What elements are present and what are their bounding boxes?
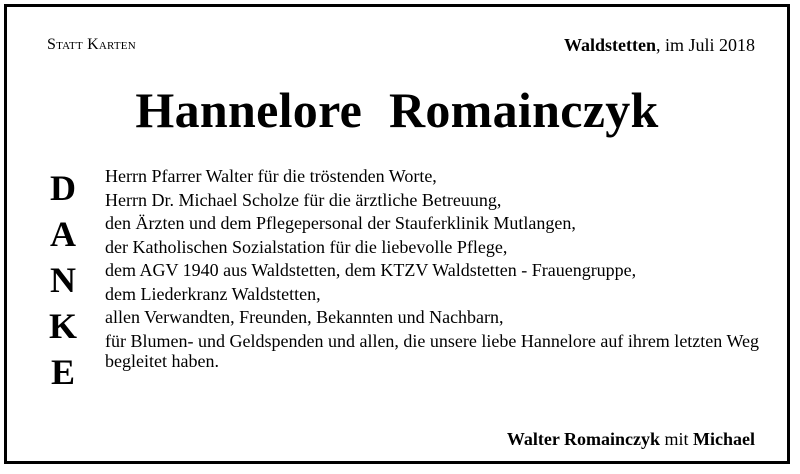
signature xyxy=(507,429,755,450)
obituary-card xyxy=(4,4,790,464)
deceased-name: Hannelore Romainczyk xyxy=(135,82,659,138)
place-date xyxy=(564,35,755,56)
thanks-line: Herrn Dr. Michael Scholze für die ärztliche Betreuung, xyxy=(105,189,502,210)
signature-name-1: Walter Romainczyk xyxy=(506,429,660,449)
signature-connector: mit xyxy=(660,429,694,449)
danke-letter: D xyxy=(50,168,76,208)
statt-karten-label: Statt Karten xyxy=(47,36,136,53)
thanks-line: Herrn Pfarrer Walter für die tröstenden Worte, xyxy=(105,166,437,186)
danke-letter: E xyxy=(50,352,75,392)
place-name: Waldstetten xyxy=(563,35,656,55)
danke-letter: K xyxy=(48,306,77,346)
danke-letter: N xyxy=(50,260,76,300)
date-text: , im Juli 2018 xyxy=(655,35,755,55)
thanks-line: den Ärzten und dem Pflegepersonal der Stauferklinik Mutlangen, xyxy=(105,213,576,233)
signature-name-2: Michael xyxy=(693,429,755,449)
thanks-line: dem AGV 1940 aus Waldstetten, dem KTZV Waldstetten - Frauengruppe, xyxy=(105,260,637,280)
thanks-line: für Blumen- und Geldspenden und allen, die unsere liebe Hannelore auf ihrem letzten Weg begleitet haben. xyxy=(105,330,759,371)
thanks-line: der Katholischen Sozialstation für die liebevolle Pflege, xyxy=(105,236,508,257)
danke-letter: A xyxy=(50,214,76,254)
danke-vertical xyxy=(45,165,81,395)
thanks-line: allen Verwandten, Freunden, Bekannten und Nachbarn, xyxy=(105,307,504,327)
thanks-line: dem Liederkranz Waldstetten, xyxy=(105,283,321,304)
thanks-list xyxy=(105,165,775,371)
